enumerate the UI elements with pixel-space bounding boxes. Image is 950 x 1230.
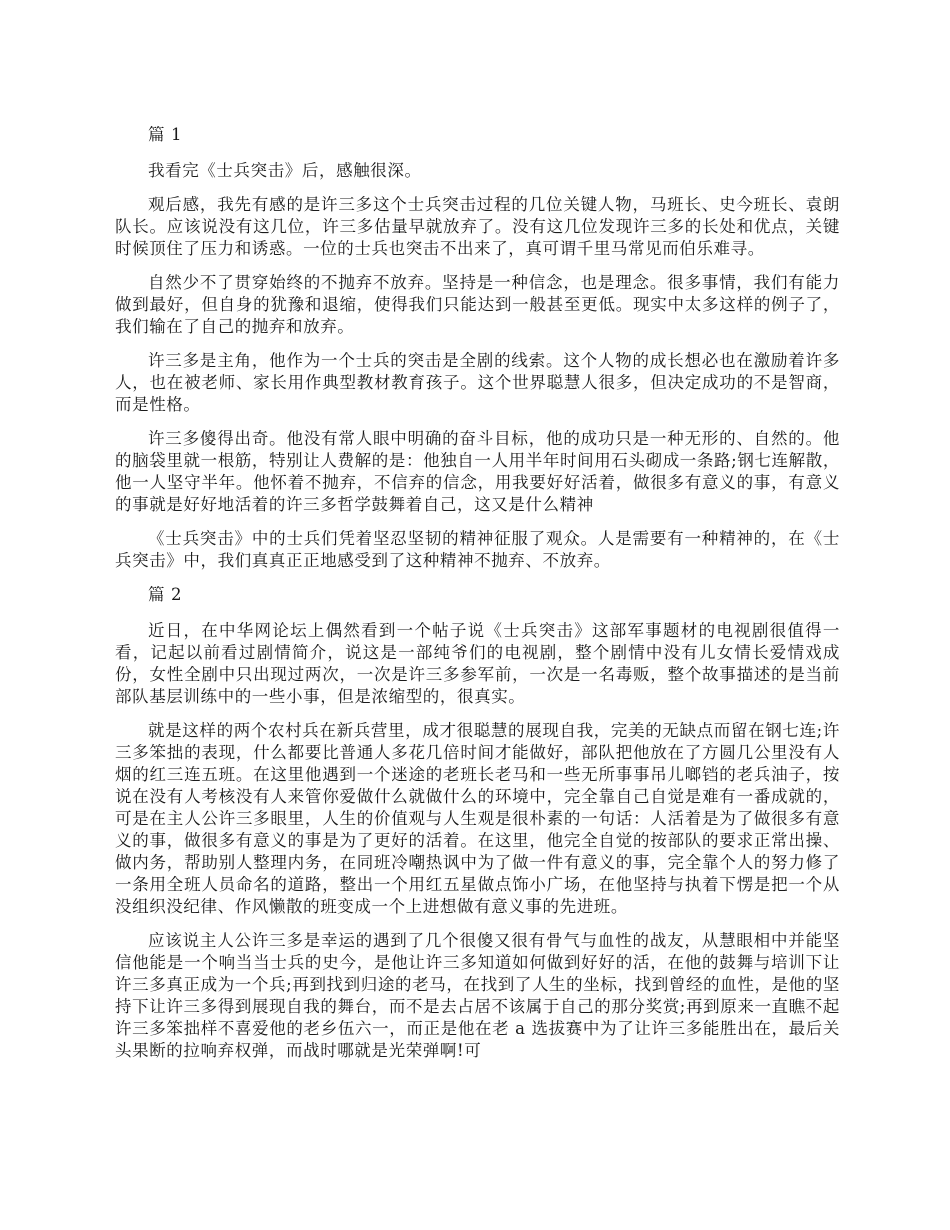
paragraph: 就是这样的两个农村兵在新兵营里，成才很聪慧的展现自我，完美的无缺点而留在钢七连;许三多笨拙的表现，什么都要比普通人多花几倍时间才能做好，部队把他放在了方圆几公里没有人烟的红三连五班。在这里他遇到一个迷途的老班长老马和一些无所事事吊儿啷铛的老兵油子，按说在没有人考核没有人来管你爱做什么就做什么的环境中，完全靠自己自觉是难有一番成就的，可是在主人公许三多眼里，人生的价值观与人生观是很朴素的一句话：人活着是为了做很多有意义的事，做很多有意义的事是为了更好的活着。在这里，他完全自觉的按部队的要求正常出操、做内务，帮助别人整理内务，在同班冷嘲热讽中为了做一件有意义的事，完全靠个人的努力修了一条用全班人员命名的道路，整出一个用红五星做点饰小广场，在他坚持与执着下愣是把一个从没组织没纪律、作风懒散的班变成一个上进想做有意义事的先进班。 xyxy=(115,721,840,916)
paragraph: 许三多傻得出奇。他没有常人眼中明确的奋斗目标，他的成功只是一种无形的、自然的。他的脑袋里就一根筋，特别让人费解的是：他独自一人用半年时间用石头砌成一条路;钢七连解散，他一人坚守半年。他怀着不抛弃，不信弃的信念，用我要好好活着，做很多有意义的事，有意义的事就是好好地活着的许三多哲学鼓舞着自己，这又是什么精神 xyxy=(115,429,840,514)
paragraph: 近日，在中华网论坛上偶然看到一个帖子说《士兵突击》这部军事题材的电视剧很值得一看，记起以前看过剧情简介，说这是一部纯爷们的电视剧，整个剧情中没有儿女情长爱情戏成份，女性全剧中只出现过两次，一次是许三多参军前，一次是一名毒贩，整个故事描述的是当前部队基层训练中的一些小事，但是浓缩型的，很真实。 xyxy=(115,621,840,706)
paragraph: 《士兵突击》中的士兵们凭着坚忍坚韧的精神征服了观众。人是需要有一种精神的，在《士兵突击》中，我们真真正正地感受到了这种精神不抛弃、不放弃。 xyxy=(115,529,840,570)
paragraph: 自然少不了贯穿始终的不抛弃不放弃。坚持是一种信念，也是理念。很多事情，我们有能力做到最好，但自身的犹豫和退缩，使得我们只能达到一般甚至更低。现实中太多这样的例子了，我们输在了自己的抛弃和放弃。 xyxy=(115,273,840,336)
paragraph: 应该说主人公许三多是幸运的遇到了几个很傻又很有骨气与血性的战友，从慧眼相中并能坚信他能是一个响当当士兵的史今，是他让许三多知道如何做到好好的活，在他的鼓舞与培训下让许三多真正成为一个兵;再到找到归途的老马，在找到了人生的坐标，找到曾经的血性，是他的坚持下让许三多得到展现自我的舞台，而不是去占居不该属于自己的那分奖赏;再到原来一直瞧不起许三多笨拙样不喜爱他的老乡伍六一，而正是他在老 a 选拔赛中为了让许三多能胜出在，最后关头果断的拉响弃权弹，而战时哪就是光荣弹啊!可 xyxy=(115,931,840,1060)
paragraph: 许三多是主角，他作为一个士兵的突击是全剧的线索。这个人物的成长想必也在激励着许多人，也在被老师、家长用作典型教材教育孩子。这个世界聪慧人很多，但决定成功的不是智商，而是性格。 xyxy=(115,351,840,414)
section-heading-1: 篇 1 xyxy=(148,125,183,144)
section-heading-2: 篇 2 xyxy=(148,585,183,604)
paragraph: 观后感，我先有感的是许三多这个士兵突击过程的几位关键人物，马班长、史今班长、袁朗队长。应该说没有这几位，许三多估量早就放弃了。没有这几位发现许三多的长处和优点，关键时候顶住了压力和诱惑。一位的士兵也突击不出来了，真可谓千里马常见而伯乐难寻。 xyxy=(115,195,840,258)
paragraph: 我看完《士兵突击》后，感触很深。 xyxy=(148,161,422,180)
